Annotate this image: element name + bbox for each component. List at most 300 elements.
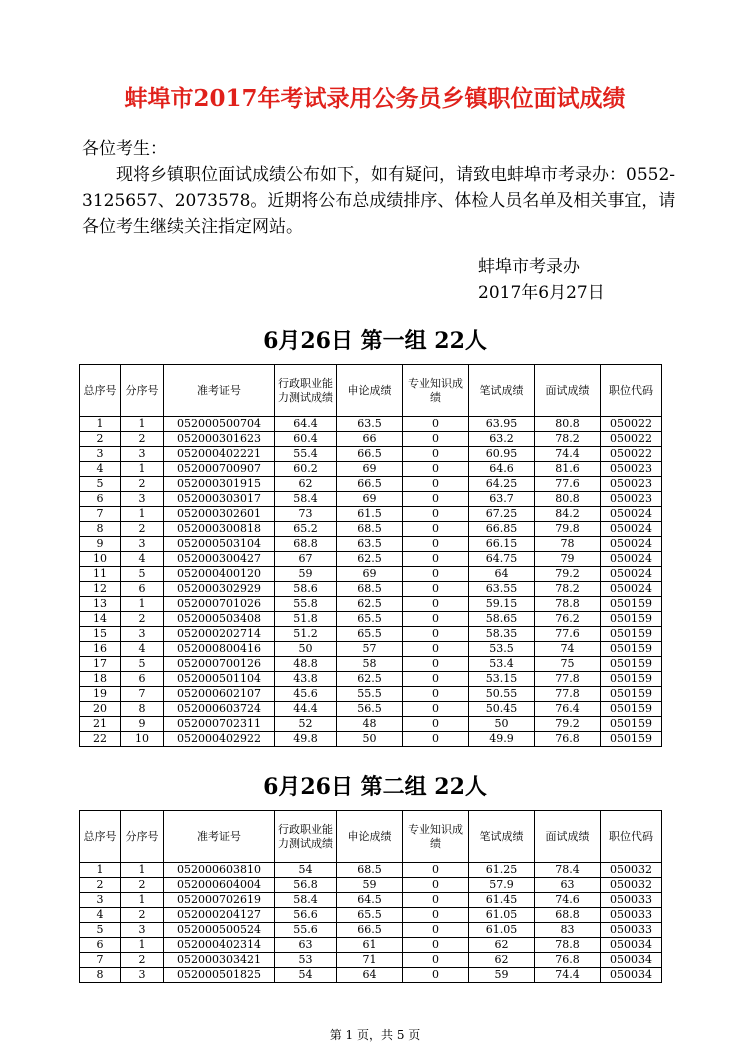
table-cell: 62 — [275, 477, 337, 492]
table-cell: 55.6 — [275, 923, 337, 938]
table-cell: 052000603724 — [164, 702, 275, 717]
table-cell: 050159 — [601, 672, 662, 687]
table-cell: 18 — [80, 672, 121, 687]
table-cell: 22 — [80, 732, 121, 747]
table-cell: 052000301915 — [164, 477, 275, 492]
table-cell: 66.85 — [469, 522, 535, 537]
column-header: 申论成绩 — [337, 811, 403, 863]
column-header: 行政职业能力测试成绩 — [275, 811, 337, 863]
table-cell: 050023 — [601, 492, 662, 507]
table-cell: 1 — [121, 462, 164, 477]
table-cell: 79.2 — [535, 717, 601, 732]
table-cell: 56.6 — [275, 908, 337, 923]
group-1-title: 6月26日 第一组 22人 — [263, 328, 487, 354]
table-row — [80, 938, 662, 953]
table-cell: 0 — [403, 597, 469, 612]
table-row — [80, 612, 662, 627]
table-cell: 65.5 — [337, 612, 403, 627]
table-cell: 43.8 — [275, 672, 337, 687]
table-cell: 0 — [403, 717, 469, 732]
page-footer: 第 1 页，共 5 页 — [329, 1028, 421, 1042]
table-cell: 0 — [403, 908, 469, 923]
table-cell: 59.15 — [469, 597, 535, 612]
table-cell: 052000301623 — [164, 432, 275, 447]
table-cell: 55.8 — [275, 597, 337, 612]
table-cell: 6 — [80, 938, 121, 953]
table-cell: 3 — [121, 968, 164, 983]
notice-greeting: 各位考生： — [82, 139, 167, 159]
table-cell: 052000204127 — [164, 908, 275, 923]
table-cell: 0 — [403, 612, 469, 627]
table-cell: 2 — [121, 878, 164, 893]
table-cell: 3 — [121, 447, 164, 462]
table-cell: 79 — [535, 552, 601, 567]
table-row — [80, 537, 662, 552]
table-cell: 68.8 — [275, 537, 337, 552]
table-cell: 64.4 — [275, 417, 337, 432]
table-cell: 1 — [121, 893, 164, 908]
table-cell: 050034 — [601, 938, 662, 953]
table-cell: 76.8 — [535, 953, 601, 968]
table-cell: 64 — [337, 968, 403, 983]
table-cell: 1 — [121, 938, 164, 953]
table-cell: 052000700907 — [164, 462, 275, 477]
table-cell: 58 — [337, 657, 403, 672]
table-cell: 78.8 — [535, 938, 601, 953]
table-cell: 58.35 — [469, 627, 535, 642]
table-cell: 0 — [403, 537, 469, 552]
table-cell: 4 — [121, 552, 164, 567]
table-cell: 14 — [80, 612, 121, 627]
table-cell: 0 — [403, 923, 469, 938]
page-title: 蚌埠市2017年考试录用公务员乡镇职位面试成绩 — [124, 85, 626, 112]
table-cell: 64.6 — [469, 462, 535, 477]
table-cell: 63.95 — [469, 417, 535, 432]
table-row — [80, 522, 662, 537]
table-cell: 76.8 — [535, 732, 601, 747]
group-1-table — [79, 364, 662, 747]
table-cell: 62.5 — [337, 597, 403, 612]
table-row — [80, 863, 662, 878]
table-cell: 63.5 — [337, 537, 403, 552]
table-cell: 050024 — [601, 507, 662, 522]
table-cell: 58.6 — [275, 582, 337, 597]
table-cell: 58.4 — [275, 492, 337, 507]
table-cell: 78.2 — [535, 582, 601, 597]
table-cell: 8 — [121, 702, 164, 717]
table-cell: 050159 — [601, 702, 662, 717]
table-cell: 052000402922 — [164, 732, 275, 747]
table-cell: 2 — [121, 908, 164, 923]
column-header: 准考证号 — [164, 811, 275, 863]
table-cell: 78 — [535, 537, 601, 552]
table-cell: 50.55 — [469, 687, 535, 702]
table-cell: 62.5 — [337, 672, 403, 687]
column-header: 面试成绩 — [535, 365, 601, 417]
table-cell: 67.25 — [469, 507, 535, 522]
table-cell: 53 — [275, 953, 337, 968]
column-header: 笔试成绩 — [469, 365, 535, 417]
table-cell: 66 — [337, 432, 403, 447]
table-cell: 052000603810 — [164, 863, 275, 878]
table-cell: 0 — [403, 953, 469, 968]
table-cell: 050033 — [601, 908, 662, 923]
table-cell: 050023 — [601, 462, 662, 477]
table-cell: 48 — [337, 717, 403, 732]
table-cell: 050032 — [601, 878, 662, 893]
table-cell: 0 — [403, 477, 469, 492]
table-row — [80, 477, 662, 492]
table-cell: 050022 — [601, 447, 662, 462]
table-row — [80, 447, 662, 462]
table-cell: 1 — [121, 507, 164, 522]
table-cell: 50 — [469, 717, 535, 732]
column-header: 准考证号 — [164, 365, 275, 417]
table-row — [80, 642, 662, 657]
table-cell: 68.8 — [535, 908, 601, 923]
table-cell: 13 — [80, 597, 121, 612]
table-cell: 66.5 — [337, 477, 403, 492]
column-header: 行政职业能力测试成绩 — [275, 365, 337, 417]
table-cell: 4 — [80, 462, 121, 477]
table-cell: 78.2 — [535, 432, 601, 447]
table-cell: 60.4 — [275, 432, 337, 447]
table-cell: 0 — [403, 702, 469, 717]
table-cell: 6 — [80, 492, 121, 507]
table-cell: 68.5 — [337, 522, 403, 537]
column-header: 笔试成绩 — [469, 811, 535, 863]
table-cell: 49.9 — [469, 732, 535, 747]
table-cell: 0 — [403, 732, 469, 747]
table-cell: 69 — [337, 462, 403, 477]
table-row — [80, 702, 662, 717]
table-cell: 63.7 — [469, 492, 535, 507]
table-cell: 63.55 — [469, 582, 535, 597]
table-cell: 7 — [80, 953, 121, 968]
table-cell: 0 — [403, 507, 469, 522]
column-header: 总序号 — [80, 365, 121, 417]
table-cell: 21 — [80, 717, 121, 732]
table-cell: 0 — [403, 938, 469, 953]
notice — [82, 136, 682, 240]
table-cell: 50 — [275, 642, 337, 657]
table-cell: 74.4 — [535, 968, 601, 983]
table-row — [80, 672, 662, 687]
table-cell: 2 — [121, 612, 164, 627]
table-cell: 2 — [121, 432, 164, 447]
table-cell: 44.4 — [275, 702, 337, 717]
table-cell: 56.5 — [337, 702, 403, 717]
table-cell: 51.8 — [275, 612, 337, 627]
table-cell: 052000702311 — [164, 717, 275, 732]
table-cell: 62 — [469, 938, 535, 953]
table-row — [80, 717, 662, 732]
table-row — [80, 968, 662, 983]
table-cell: 63 — [275, 938, 337, 953]
table-cell: 050032 — [601, 863, 662, 878]
table-cell: 052000202714 — [164, 627, 275, 642]
table-row — [80, 893, 662, 908]
table-row — [80, 657, 662, 672]
table-cell: 0 — [403, 657, 469, 672]
table-cell: 050159 — [601, 657, 662, 672]
table-cell: 50 — [337, 732, 403, 747]
table-cell: 65.5 — [337, 627, 403, 642]
table-cell: 63.2 — [469, 432, 535, 447]
table-cell: 052000302601 — [164, 507, 275, 522]
table-row — [80, 432, 662, 447]
table-cell: 0 — [403, 462, 469, 477]
table-cell: 050159 — [601, 597, 662, 612]
table-cell: 64.5 — [337, 893, 403, 908]
table-cell: 2 — [121, 522, 164, 537]
table-cell: 68.5 — [337, 863, 403, 878]
group-2-table — [79, 810, 662, 983]
table-cell: 050159 — [601, 627, 662, 642]
table-row — [80, 732, 662, 747]
table-cell: 71 — [337, 953, 403, 968]
notice-body: 现将乡镇职位面试成绩公布如下，如有疑问，请致电蚌埠市考录办：0552-3125657、2073578。近期将公布总成绩排序、体检人员名单及相关事宜，请各位考生继续关注指定网站。 — [82, 165, 676, 237]
table-cell: 62.5 — [337, 552, 403, 567]
table-cell: 050023 — [601, 477, 662, 492]
table-cell: 050024 — [601, 582, 662, 597]
table-cell: 59 — [337, 878, 403, 893]
table-cell: 3 — [121, 627, 164, 642]
table-cell: 75 — [535, 657, 601, 672]
table-cell: 74.4 — [535, 447, 601, 462]
table-cell: 17 — [80, 657, 121, 672]
table-cell: 3 — [121, 923, 164, 938]
table-cell: 050034 — [601, 953, 662, 968]
signer: 蚌埠市考录办 — [478, 257, 580, 277]
table-cell: 68.5 — [337, 582, 403, 597]
table-cell: 77.6 — [535, 627, 601, 642]
table-cell: 1 — [121, 863, 164, 878]
table-cell: 052000503104 — [164, 537, 275, 552]
table-cell: 56.8 — [275, 878, 337, 893]
table-cell: 2 — [80, 878, 121, 893]
table-cell: 4 — [80, 908, 121, 923]
table-cell: 1 — [121, 417, 164, 432]
table-cell: 1 — [121, 597, 164, 612]
table-cell: 45.6 — [275, 687, 337, 702]
table-cell: 2 — [121, 953, 164, 968]
table-cell: 052000402221 — [164, 447, 275, 462]
table-cell: 51.2 — [275, 627, 337, 642]
table-cell: 052000402314 — [164, 938, 275, 953]
table-cell: 052000702619 — [164, 893, 275, 908]
table-cell: 0 — [403, 582, 469, 597]
table-cell: 0 — [403, 417, 469, 432]
column-header: 申论成绩 — [337, 365, 403, 417]
table-cell: 0 — [403, 642, 469, 657]
table-cell: 8 — [80, 522, 121, 537]
table-cell: 1 — [80, 863, 121, 878]
table-cell: 5 — [121, 567, 164, 582]
table-cell: 2 — [121, 477, 164, 492]
table-cell: 61.5 — [337, 507, 403, 522]
table-cell: 11 — [80, 567, 121, 582]
table-cell: 050033 — [601, 893, 662, 908]
table-cell: 61 — [337, 938, 403, 953]
group-2-title: 6月26日 第二组 22人 — [263, 774, 487, 800]
table-cell: 050159 — [601, 687, 662, 702]
table-row — [80, 687, 662, 702]
table-cell: 58.65 — [469, 612, 535, 627]
table-cell: 59 — [469, 968, 535, 983]
table-cell: 0 — [403, 432, 469, 447]
column-header: 职位代码 — [601, 365, 662, 417]
table-row — [80, 908, 662, 923]
table-cell: 15 — [80, 627, 121, 642]
table-cell: 57.9 — [469, 878, 535, 893]
table-cell: 3 — [121, 537, 164, 552]
table-cell: 0 — [403, 447, 469, 462]
sign-date: 2017年6月27日 — [478, 283, 605, 303]
table-cell: 052000300427 — [164, 552, 275, 567]
table-cell: 3 — [80, 447, 121, 462]
table-cell: 81.6 — [535, 462, 601, 477]
table-cell: 16 — [80, 642, 121, 657]
table-cell: 0 — [403, 492, 469, 507]
table-cell: 052000300818 — [164, 522, 275, 537]
table-cell: 0 — [403, 567, 469, 582]
table-row — [80, 582, 662, 597]
column-header: 分序号 — [121, 365, 164, 417]
table-row — [80, 627, 662, 642]
table-cell: 8 — [80, 968, 121, 983]
table-cell: 55.5 — [337, 687, 403, 702]
table-cell: 57 — [337, 642, 403, 657]
table-cell: 53.4 — [469, 657, 535, 672]
column-header: 总序号 — [80, 811, 121, 863]
table-cell: 20 — [80, 702, 121, 717]
table-cell: 050159 — [601, 732, 662, 747]
table-cell: 050024 — [601, 567, 662, 582]
table-row — [80, 462, 662, 477]
table-cell: 61.05 — [469, 923, 535, 938]
column-header: 分序号 — [121, 811, 164, 863]
table-cell: 60.95 — [469, 447, 535, 462]
table-cell: 050024 — [601, 537, 662, 552]
table-cell: 55.4 — [275, 447, 337, 462]
table-cell: 60.2 — [275, 462, 337, 477]
table-cell: 0 — [403, 863, 469, 878]
table-cell: 58.4 — [275, 893, 337, 908]
table-cell: 052000400120 — [164, 567, 275, 582]
table-cell: 0 — [403, 552, 469, 567]
table-cell: 76.2 — [535, 612, 601, 627]
table-cell: 050159 — [601, 642, 662, 657]
table-cell: 64 — [469, 567, 535, 582]
table-cell: 48.8 — [275, 657, 337, 672]
table-cell: 1 — [80, 417, 121, 432]
table-cell: 53.5 — [469, 642, 535, 657]
table-cell: 0 — [403, 687, 469, 702]
table-cell: 65.2 — [275, 522, 337, 537]
table-cell: 3 — [121, 492, 164, 507]
table-row — [80, 923, 662, 938]
table-cell: 84.2 — [535, 507, 601, 522]
table-cell: 6 — [121, 672, 164, 687]
table-cell: 050159 — [601, 612, 662, 627]
table-cell: 050024 — [601, 552, 662, 567]
table-cell: 67 — [275, 552, 337, 567]
table-cell: 6 — [121, 582, 164, 597]
table-cell: 61.45 — [469, 893, 535, 908]
table-cell: 80.8 — [535, 492, 601, 507]
table-cell: 64.25 — [469, 477, 535, 492]
table-cell: 052000800416 — [164, 642, 275, 657]
table-cell: 74 — [535, 642, 601, 657]
table-cell: 3 — [80, 893, 121, 908]
column-header: 面试成绩 — [535, 811, 601, 863]
table-cell: 052000500524 — [164, 923, 275, 938]
table-row — [80, 552, 662, 567]
table-cell: 78.4 — [535, 863, 601, 878]
table-cell: 5 — [80, 923, 121, 938]
table-cell: 052000700126 — [164, 657, 275, 672]
table-cell: 74.6 — [535, 893, 601, 908]
table-cell: 78.8 — [535, 597, 601, 612]
table-row — [80, 953, 662, 968]
column-header: 职位代码 — [601, 811, 662, 863]
table-cell: 050033 — [601, 923, 662, 938]
table-cell: 052000604004 — [164, 878, 275, 893]
table-cell: 2 — [80, 432, 121, 447]
table-cell: 7 — [121, 687, 164, 702]
column-header: 专业知识成绩 — [403, 365, 469, 417]
table-cell: 050034 — [601, 968, 662, 983]
table-cell: 61.25 — [469, 863, 535, 878]
table-cell: 052000602107 — [164, 687, 275, 702]
table-cell: 10 — [80, 552, 121, 567]
table-cell: 76.4 — [535, 702, 601, 717]
table-cell: 052000501104 — [164, 672, 275, 687]
table-cell: 77.6 — [535, 477, 601, 492]
table-row — [80, 597, 662, 612]
table-cell: 0 — [403, 893, 469, 908]
table-cell: 19 — [80, 687, 121, 702]
table-cell: 79.8 — [535, 522, 601, 537]
table-cell: 10 — [121, 732, 164, 747]
table-cell: 73 — [275, 507, 337, 522]
table-cell: 77.8 — [535, 687, 601, 702]
table-cell: 052000701026 — [164, 597, 275, 612]
table-cell: 63 — [535, 878, 601, 893]
table-cell: 53.15 — [469, 672, 535, 687]
table-cell: 5 — [80, 477, 121, 492]
table-cell: 66.5 — [337, 447, 403, 462]
table-cell: 050022 — [601, 417, 662, 432]
table-cell: 7 — [80, 507, 121, 522]
table-cell: 61.05 — [469, 908, 535, 923]
table-cell: 050022 — [601, 432, 662, 447]
column-header: 专业知识成绩 — [403, 811, 469, 863]
table-cell: 5 — [121, 657, 164, 672]
table-cell: 0 — [403, 672, 469, 687]
table-cell: 65.5 — [337, 908, 403, 923]
table-cell: 49.8 — [275, 732, 337, 747]
table-cell: 64.75 — [469, 552, 535, 567]
table-cell: 0 — [403, 968, 469, 983]
table-cell: 52 — [275, 717, 337, 732]
table-row — [80, 417, 662, 432]
table-cell: 79.2 — [535, 567, 601, 582]
table-cell: 69 — [337, 567, 403, 582]
table-cell: 0 — [403, 878, 469, 893]
table-cell: 66.5 — [337, 923, 403, 938]
